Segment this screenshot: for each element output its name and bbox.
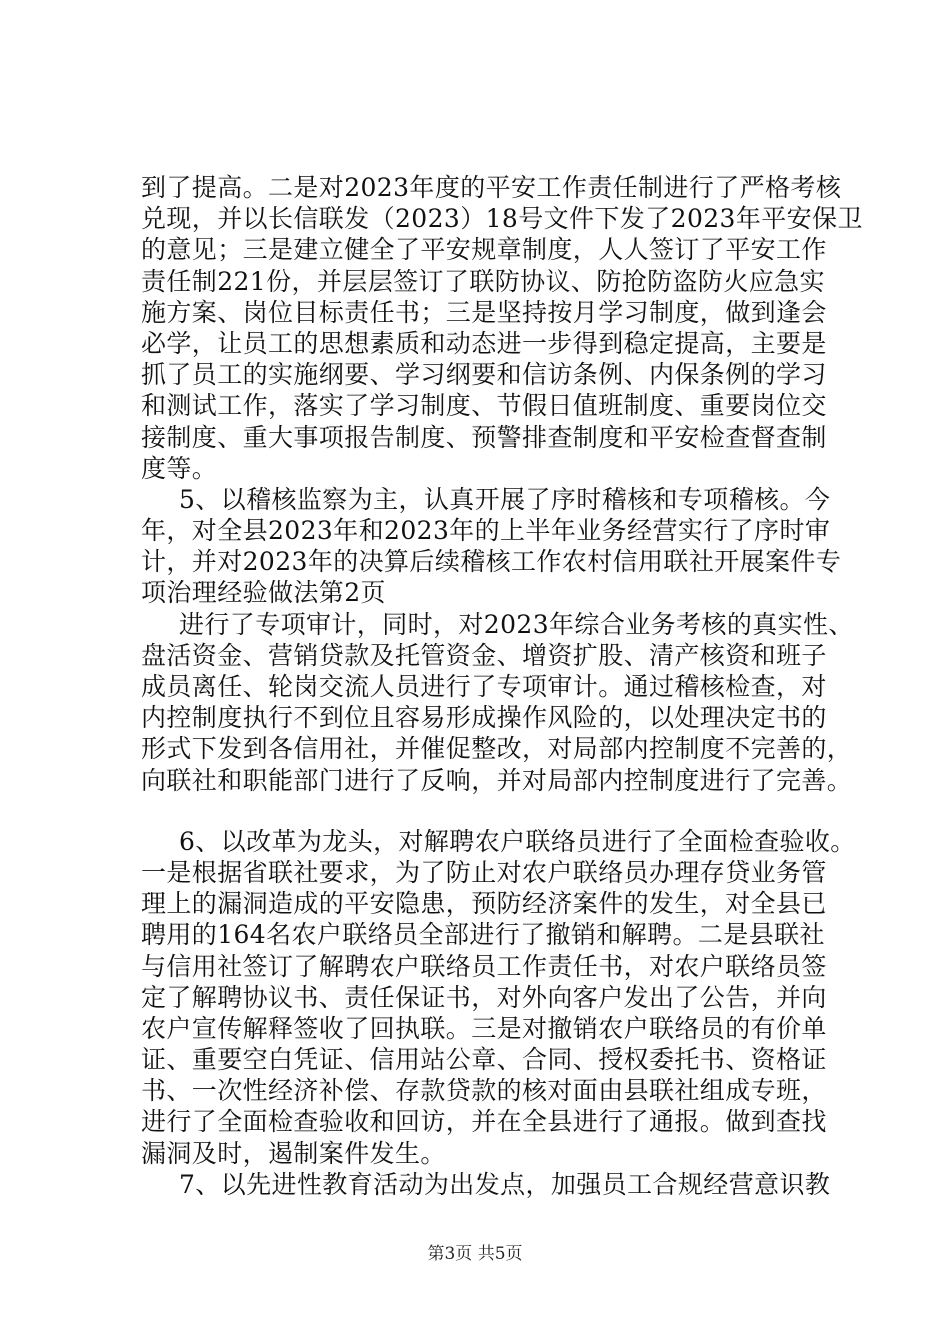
page-number-label: 第3页 共5页 (427, 1244, 523, 1264)
text-line: 聘用的164名农户联络员全部进行了撤销和解聘。二是县联社 (141, 920, 825, 950)
text-line: 定了解聘协议书、责任保证书，对外向客户发出了公告，并向 (141, 982, 827, 1012)
text-line: 盘活资金、营销贷款及托管资金、增资扩股、清产核资和班子 (141, 640, 827, 670)
text-line: 接制度、重大事项报告制度、预警排查制度和平安检查督查制 (141, 422, 827, 452)
text-line: 必学，让员工的思想素质和动态进一步得到稳定提高，主要是 (141, 328, 827, 358)
text-line: 项治理经验做法第2页 (141, 578, 386, 608)
text-line: 度等。 (141, 453, 218, 483)
text-line: 向联社和职能部门进行了反响，并对局部内控制度进行了完善。 (141, 765, 853, 795)
text-line: 到了提高。二是对2023年度的平安工作责任制进行了严格考核 (141, 173, 842, 202)
paragraph-gap (141, 796, 841, 826)
document-body (141, 172, 863, 1200)
text-line: 进行了全面检查验收和回访，并在全县进行了通报。做到查找 (141, 1107, 827, 1137)
text-line: 年，对全县2023年和2023年的上半年业务经营实行了序时审 (141, 516, 831, 546)
paragraph-start-line: 进行了专项审计，同时，对2023年综合业务考核的真实性、 (179, 609, 854, 639)
text-line: 责任制221份，并层层签订了联防协议、防抢防盗防火应急实 (141, 266, 825, 296)
text-line: 施方案、岗位目标责任书；三是坚持按月学习制度，做到逢会 (141, 297, 827, 327)
text-line: 形式下发到各信用社，并催促整改，对局部内控制度不完善的， (141, 734, 853, 764)
text-line: 书、一次性经济补偿、存款贷款的核对面由县联社组成专班， (141, 1076, 827, 1106)
paragraph-start-line: 5、以稽核监察为主，认真开展了序时稽核和专项稽核。今 (179, 484, 831, 514)
text-line: 抓了员工的实施纲要、学习纲要和信访条例、内保条例的学习 (141, 360, 827, 390)
text-line: 的意见；三是建立健全了平安规章制度，人人签订了平安工作 (141, 235, 827, 265)
text-line: 内控制度执行不到位且容易形成操作风险的，以处理决定书的 (141, 703, 827, 733)
text-line: 与信用社签订了解聘农户联络员工作责任书，对农户联络员签 (141, 951, 827, 981)
text-line: 漏洞及时，遏制案件发生。 (141, 1138, 446, 1168)
text-line: 兑现，并以长信联发（2023）18号文件下发了2023年平安保卫 (141, 204, 863, 234)
text-line: 农户宣传解释签收了回执联。三是对撤销农户联络员的有价单 (141, 1013, 827, 1043)
text-line: 证、重要空白凭证、信用站公章、合同、授权委托书、资格证 (141, 1045, 827, 1075)
text-line: 理上的漏洞造成的平安隐患，预防经济案件的发生，对全县已 (141, 889, 827, 919)
paragraph-start-line: 6、以改革为龙头，对解聘农户联络员进行了全面检查验收。 (179, 826, 856, 856)
text-line: 成员离任、轮岗交流人员进行了专项审计。通过稽核检查，对 (141, 672, 827, 701)
text-line: 一是根据省联社要求，为了防止对农户联络员办理存贷业务管 (141, 857, 827, 887)
page-footer (0, 1242, 950, 1266)
paragraph-start-line: 7、以先进性教育活动为出发点，加强员工合规经营意识教 (179, 1169, 831, 1199)
text-line: 计，并对2023年的决算后续稽核工作农村信用联社开展案件专 (141, 547, 842, 577)
text-line: 和测试工作，落实了学习制度、节假日值班制度、重要岗位交 (141, 391, 827, 421)
